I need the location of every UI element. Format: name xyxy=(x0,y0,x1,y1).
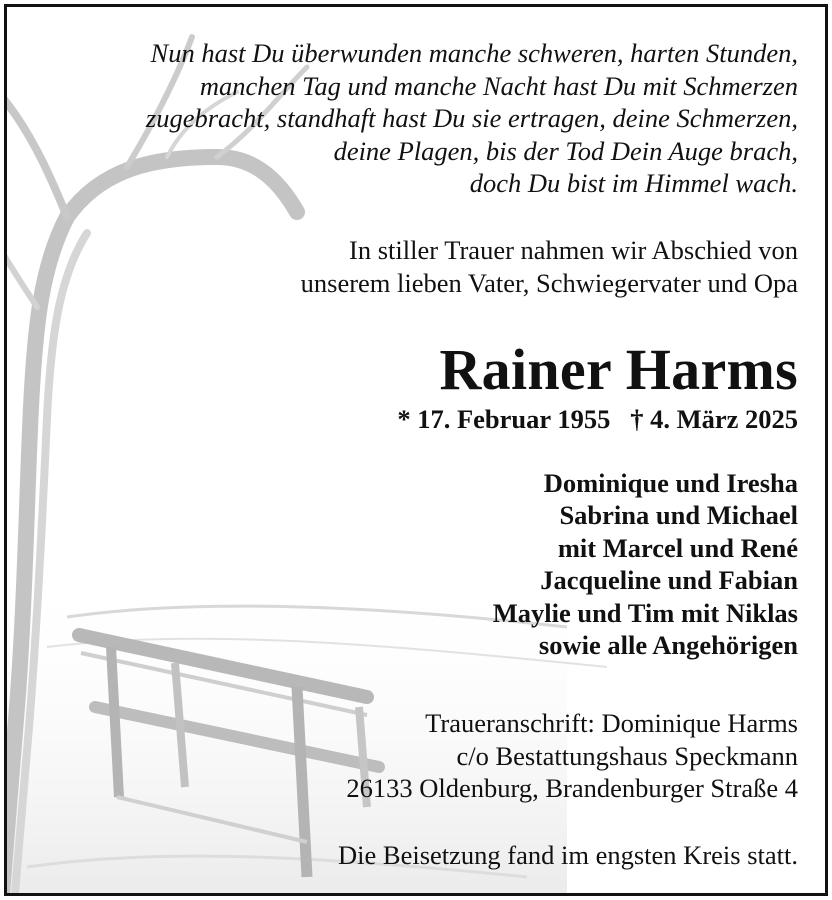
address-line: Traueranschrift: Dominique Harms xyxy=(425,708,798,738)
address-line: 26133 Oldenburg, Brandenburger Straße 4 xyxy=(346,773,798,803)
intro-text xyxy=(301,234,798,299)
poem-line: Nun hast Du überwunden manche schweren, harten Stunden, xyxy=(150,38,798,68)
deceased-name: Rainer Harms xyxy=(439,337,798,402)
poem-line: zugebracht, standhaft hast Du sie ertragen, deine Schmerzen, xyxy=(145,103,798,133)
mourner-line: Maylie und Tim mit Niklas xyxy=(492,597,798,628)
mourner-line: sowie alle Angehörigen xyxy=(538,630,798,661)
mourning-address xyxy=(346,707,798,805)
poem xyxy=(146,37,798,200)
life-dates: * 17. Februar 1955 † 4. März 2025 xyxy=(397,404,798,434)
mourners-list xyxy=(493,467,798,661)
intro-line: unserem lieben Vater, Schwiegervater und Opa xyxy=(300,267,798,298)
intro-line: In stiller Trauer nahmen wir Abschied von xyxy=(349,235,798,265)
address-line: c/o Bestattungshaus Speckmann xyxy=(456,740,798,771)
poem-line: deine Plagen, bis der Tod Dein Auge brach, xyxy=(333,135,798,166)
mourner-line: Dominique und Iresha xyxy=(543,468,798,498)
burial-note: Die Beisetzung fand im engsten Kreis statt. xyxy=(338,840,798,870)
mourner-line: Sabrina und Michael xyxy=(559,500,798,531)
mourner-line: Jacqueline und Fabian xyxy=(540,565,798,596)
obituary-notice xyxy=(4,4,828,896)
poem-line: doch Du bist im Himmel wach. xyxy=(469,168,798,198)
mourner-line: mit Marcel und René xyxy=(557,532,798,563)
poem-line: manchen Tag und manche Nacht hast Du mit Schmerzen xyxy=(199,70,798,101)
